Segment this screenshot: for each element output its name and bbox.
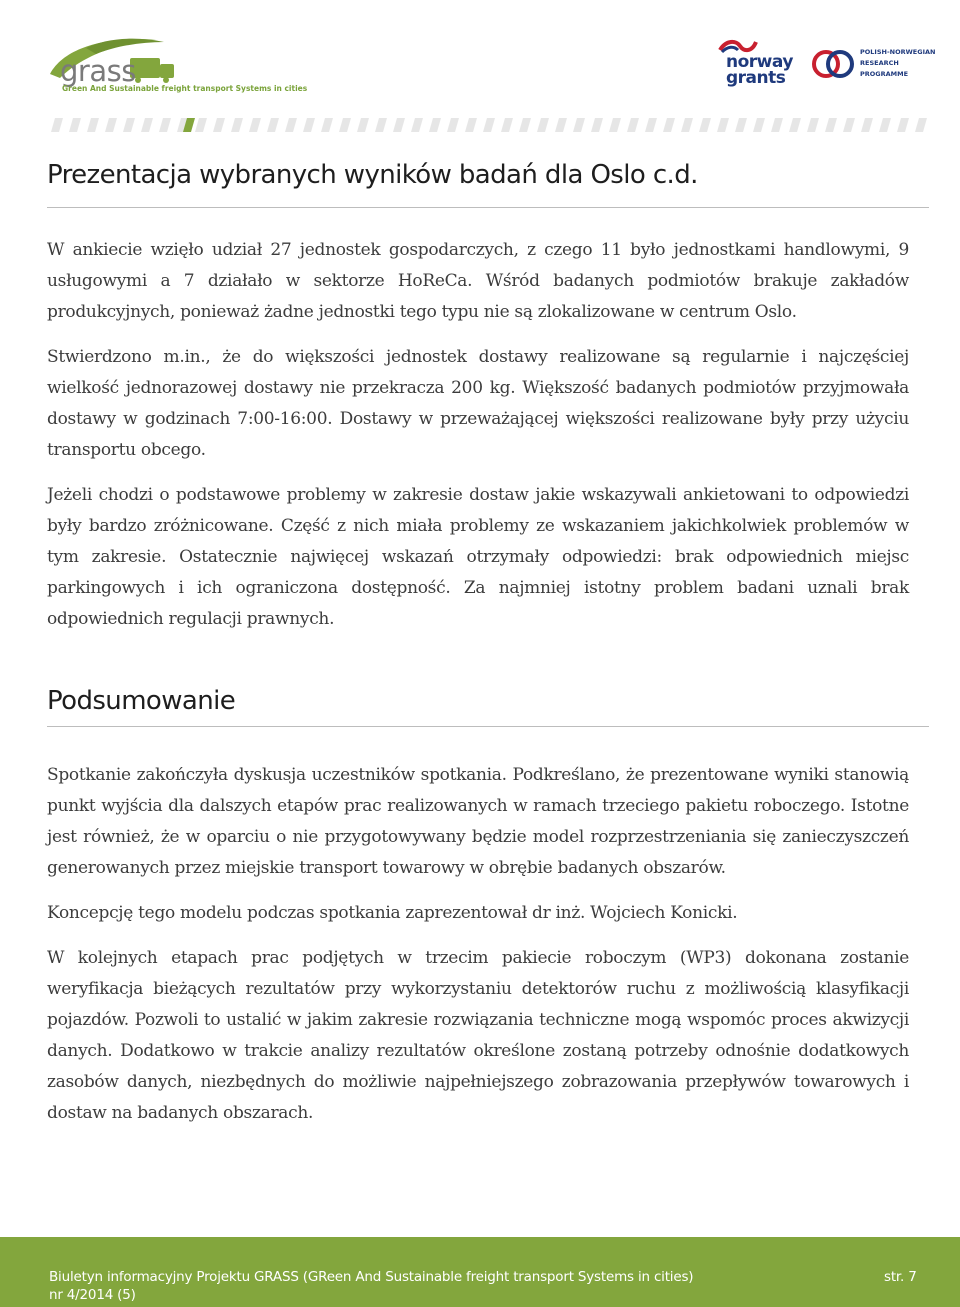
grass-tagline: Green And Sustainable freight transport Systems in cities [62, 84, 308, 93]
section-title-oslo: Prezentacja wybranych wyników badań dla Oslo c.d. [47, 160, 698, 190]
norway-word: norway [726, 52, 793, 72]
grants-word: grants [726, 68, 786, 88]
title-divider [47, 207, 929, 208]
pnrp-logo [812, 44, 936, 84]
footer-bulletin-title: Biuletyn informacyjny Projektu GRASS (GReen And Sustainable freight transport Systems in cities) [49, 1269, 694, 1285]
pnrp-line-2: RESEARCH [860, 59, 899, 67]
page-number: str. 7 [884, 1269, 917, 1285]
paragraph: Spotkanie zakończyła dyskusja uczestników spotkania. Podkreślano, że prezentowane wyniki stanowią punkt wyjścia dla dalszych etapów prac realizowanych w ramach trzeciego pakietu roboczego. Istotne jest również, że w oparciu o nie przygotowywany będzie model rozprzestrzeniania się zanieczyszczeń generowanych przez miejskie transport towarowy w obrębie badanych obszarów. [47, 765, 909, 878]
paragraph: Jeżeli chodzi o podstawowe problemy w zakresie dostaw jakie wskazywali ankietowani to odpowiedzi były bardzo zróżnicowane. Część z nich miała problemy ze wskazaniem jakichkolwiek problemów w tym zakresie. Ostatecznie najwięcej wskazań otrzymały odpowiedzi: brak odpowiednich miejsc parkingowych i ich ograniczona dostępność. Za najmniej istotny problem badani uznali brak odpowiednich regulacji prawnych. [47, 485, 909, 629]
section-title-summary: Podsumowanie [47, 686, 236, 716]
norway-grants-logo [718, 38, 798, 90]
page-footer [0, 1237, 960, 1307]
pnrp-line-1: POLISH-NORWEGIAN [860, 48, 936, 56]
footer-issue-number: nr 4/2014 (5) [49, 1287, 136, 1303]
grass-wordmark: grass [60, 54, 136, 88]
pnrp-line-3: PROGRAMME [860, 70, 909, 78]
pnrp-text [860, 47, 935, 80]
section-body-oslo [47, 235, 909, 649]
pnrp-emblem-icon [812, 46, 856, 82]
paragraph: W kolejnych etapach prac podjętych w trzecim pakiecie roboczym (WP3) dokonana zostanie weryfikacja bieżących rezultatów przy wykorzystaniu detektorów ruchu z możliwością klasyfikacji pojazdów. Pozwoli to ustalić w jakim zakresie rozwiązania techniczne mogą wspomóc proces akwizycji danych. Dodatkowo w trakcie analizy rezultatów określone zostaną potrzeby odnośnie dodatkowych zasobów danych, niezbędnych do możliwie najpełniejszego zobrazowania przepływów towarowych i dostaw na badanych obszarach. [47, 948, 909, 1123]
paragraph: Stwierdzono m.in., że do większości jednostek dostawy realizowane są regularnie i najczęściej wielkość jednorazowej dostawy nie przekracza 200 kg. Większość badanych podmiotów przyjmowała dostawy w godzinach 7:00-16:00. Dostawy w przeważającej większości realizowane były przy użyciu transportu obcego. [47, 347, 909, 460]
paragraph: Koncepcję tego modelu podczas spotkania zaprezentował dr inż. Wojciech Konicki. [47, 903, 738, 923]
section-body-summary [47, 760, 909, 1143]
header-stripe [48, 116, 930, 134]
paragraph: W ankiecie wzięło udział 27 jednostek gospodarczych, z czego 11 było jednostkami handlowymi, 9 usługowymi a 7 działało w sektorze HoReCa. Wśród badanych podmiotów brakuje zakładów produkcyjnych, ponieważ żadne jednostki tego typu nie są zlokalizowane w centrum Oslo. [47, 240, 909, 322]
grass-logo [46, 34, 308, 100]
summary-divider [47, 726, 929, 727]
